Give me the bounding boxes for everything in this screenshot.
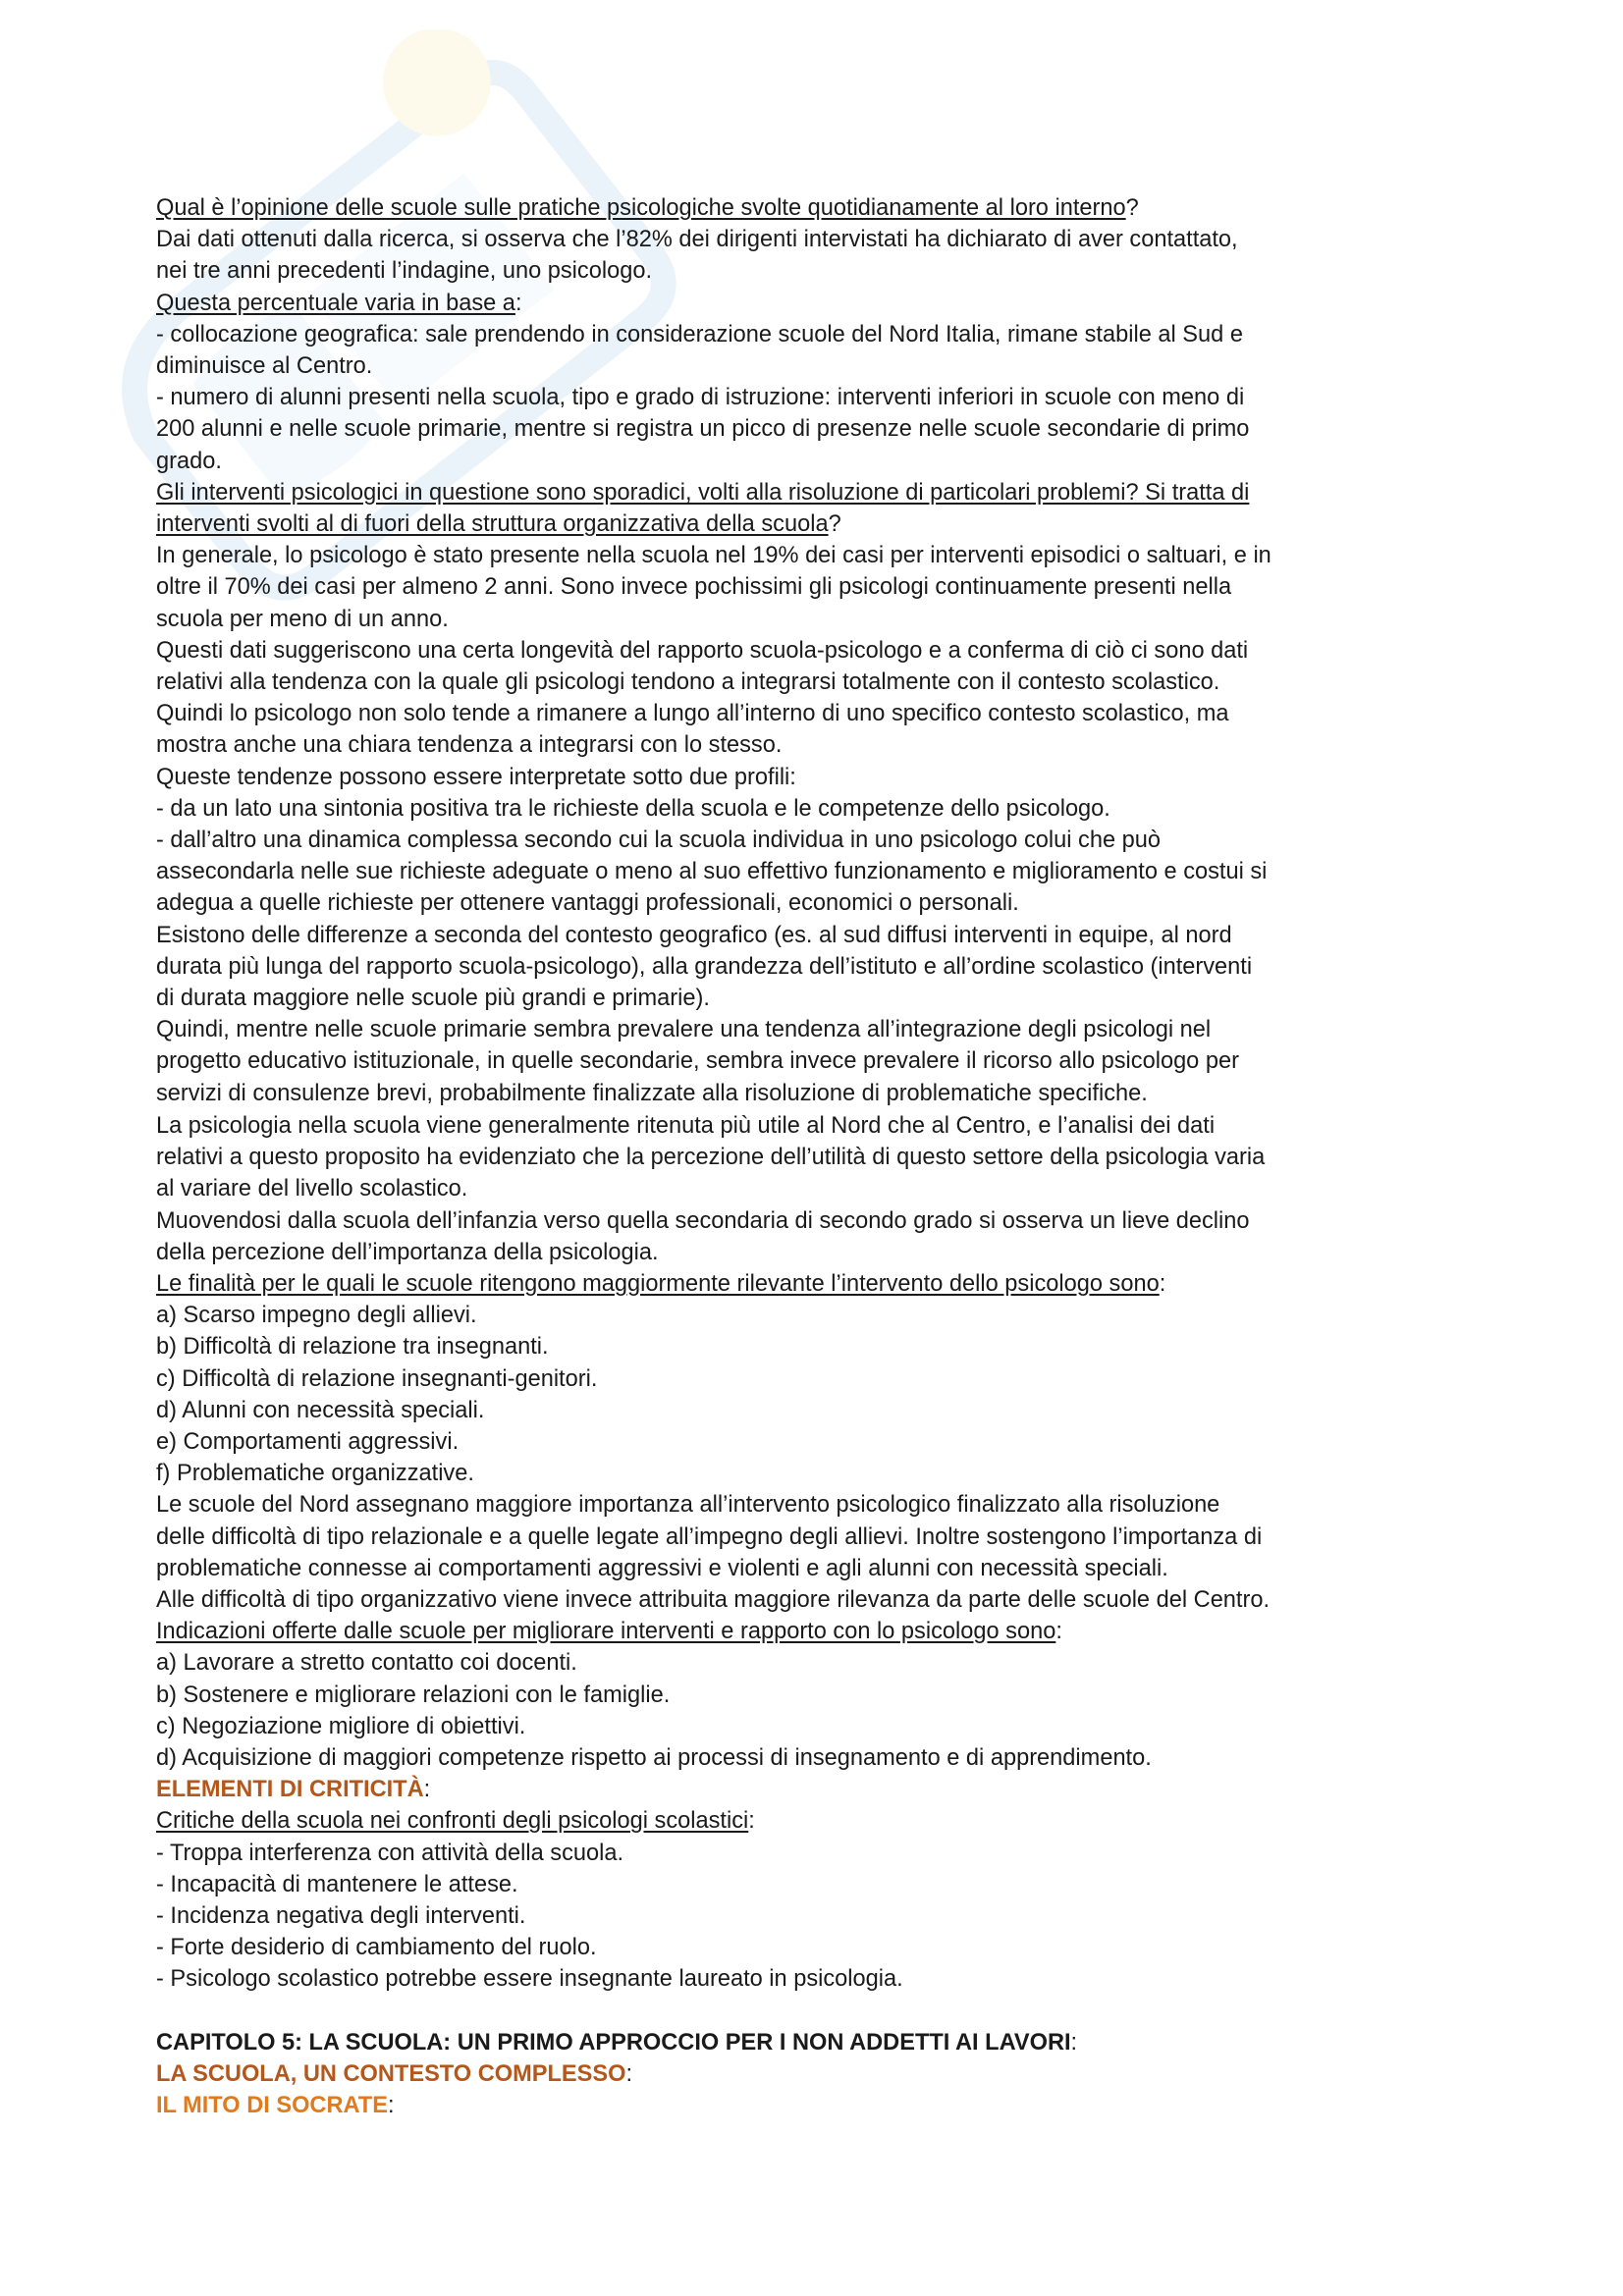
list-item: assecondarla nelle sue richieste adeguate o meno al suo effettivo funzionamento e miglioramento e costui si: [156, 859, 1268, 885]
list-item: 200 alunni e nelle scuole primarie, mentre si registra un picco di presenze nelle scuole secondarie di primo: [156, 416, 1250, 443]
paragraph-line: di durata maggiore nelle scuole più grandi e primarie).: [156, 986, 710, 1012]
question-heading: Gli interventi psicologici in questione sono sporadici, volti alla risoluzione di particolari problemi? Si tratta di: [156, 479, 1250, 506]
paragraph-line: Esistono delle differenze a seconda del contesto geografico (es. al sud diffusi interventi in equipe, al nord: [156, 922, 1232, 948]
paragraph-line: La psicologia nella scuola viene generalmente ritenuta più utile al Nord che al Centro, e l’analisi dei dati: [156, 1112, 1216, 1139]
paragraph-line: delle difficoltà di tipo relazionale e a quelle legate all’impegno degli allievi. Inoltre sostengono l’importanza di: [156, 1523, 1263, 1550]
paragraph-line: problematiche connesse ai comportamenti aggressivi e violenti e agli alunni con necessità speciali.: [156, 1555, 1168, 1581]
paragraph-line: Dai dati ottenuti dalla ricerca, si osserva che l’82% dei dirigenti intervistati ha dichiarato di aver contattato,: [156, 227, 1238, 253]
paragraph-line: della percezione dell’importanza della psicologia.: [156, 1239, 659, 1265]
list-item: b) Difficoltà di relazione tra insegnanti.: [156, 1334, 549, 1361]
list-item: c) Negoziazione migliore di obiettivi.: [156, 1713, 526, 1739]
list-item: - Forte desiderio di cambiamento del ruolo.: [156, 1935, 597, 1961]
list-item: - numero di alunni presenti nella scuola, tipo e grado di istruzione: interventi inferiori in scuole con meno di: [156, 385, 1245, 411]
question-heading: interventi svolti al di fuori della struttura organizzativa della scuola?: [156, 511, 841, 538]
list-item: adegua a quelle richieste per ottenere vantaggi professionali, economici o personali.: [156, 890, 1019, 917]
list-item: - Troppa interferenza con attività della scuola.: [156, 1840, 624, 1866]
list-item: d) Alunni con necessità speciali.: [156, 1397, 485, 1423]
paragraph-line: Quindi, mentre nelle scuole primarie sembra prevalere una tendenza all’integrazione degli psicologi nel: [156, 1017, 1212, 1043]
section-heading-mito: IL MITO DI SOCRATE:: [156, 2092, 395, 2118]
paragraph-line: In generale, lo psicologo è stato presente nella scuola nel 19% dei casi per interventi episodici o saltuari, e in: [156, 543, 1271, 569]
list-item: diminuisce al Centro.: [156, 353, 373, 380]
paragraph-line: Alle difficoltà di tipo organizzativo viene invece attribuita maggiore rilevanza da parte delle scuole del Centro.: [156, 1586, 1271, 1613]
list-item: - Incidenza negativa degli interventi.: [156, 1902, 526, 1929]
paragraph-line: relativi alla tendenza con la quale gli psicologi tendono a integrarsi totalmente con il contesto scolastico.: [156, 669, 1220, 696]
list-item: a) Lavorare a stretto contatto coi docenti.: [156, 1650, 577, 1677]
section-heading-variation: Questa percentuale varia in base a:: [156, 290, 522, 316]
spacer: [156, 1996, 1482, 2027]
paragraph-line: Queste tendenze possono essere interpretate sotto due profili:: [156, 764, 796, 790]
paragraph-line: Muovendosi dalla scuola dell’infanzia verso quella secondaria di secondo grado si osserva un lieve declino: [156, 1207, 1250, 1234]
paragraph-line: oltre il 70% dei casi per almeno 2 anni. Sono invece pochissimi gli psicologi continuamente presenti nella: [156, 574, 1232, 601]
document-page: [156, 192, 1482, 2121]
paragraph-line: Quindi lo psicologo non solo tende a rimanere a lungo all’interno di uno specifico contesto scolastico, ma: [156, 701, 1229, 727]
paragraph-line: mostra anche una chiara tendenza a integrarsi con lo stesso.: [156, 732, 783, 759]
section-heading-elementi-criticita: ELEMENTI DI CRITICITÀ:: [156, 1777, 431, 1803]
list-item: b) Sostenere e migliorare relazioni con le famiglie.: [156, 1682, 671, 1708]
section-heading-contesto: LA SCUOLA, UN CONTESTO COMPLESSO:: [156, 2060, 633, 2087]
list-item: e) Comportamenti aggressivi.: [156, 1428, 460, 1455]
paragraph-line: relativi a questo proposito ha evidenziato che la percezione dell’utilità di questo settore della psicologia varia: [156, 1145, 1266, 1171]
paragraph-line: durata più lunga del rapporto scuola-psicologo), alla grandezza dell’istituto e all’ordine scolastico (interventi: [156, 953, 1253, 980]
paragraph-line: scuola per meno di un anno.: [156, 606, 449, 632]
section-heading-indicazioni: Indicazioni offerte dalle scuole per migliorare interventi e rapporto con lo psicologo sono:: [156, 1619, 1062, 1645]
list-item: c) Difficoltà di relazione insegnanti-genitori.: [156, 1365, 598, 1392]
paragraph-line: al variare del livello scolastico.: [156, 1176, 468, 1202]
list-item: - collocazione geografica: sale prendendo in considerazione scuole del Nord Italia, rimane stabile al Sud e: [156, 321, 1243, 347]
list-item: - da un lato una sintonia positiva tra le richieste della scuola e le competenze dello psicologo.: [156, 795, 1110, 822]
section-heading-critiche: Critiche della scuola nei confronti degli psicologi scolastici:: [156, 1808, 755, 1835]
chapter-heading: CAPITOLO 5: LA SCUOLA: UN PRIMO APPROCCIO PER I NON ADDETTI AI LAVORI:: [156, 2029, 1078, 2056]
section-heading-finalita: Le finalità per le quali le scuole ritengono maggiormente rilevante l’intervento dello psicologo sono:: [156, 1270, 1166, 1297]
list-item: - Psicologo scolastico potrebbe essere insegnante laureato in psicologia.: [156, 1966, 903, 1993]
list-item: grado.: [156, 448, 222, 474]
list-item: d) Acquisizione di maggiori competenze rispetto ai processi di insegnamento e di apprendimento.: [156, 1744, 1152, 1771]
intro-question: Qual è l’opinione delle scuole sulle pratiche psicologiche svolte quotidianamente al loro interno?: [156, 195, 1139, 221]
paragraph-line: progetto educativo istituzionale, in quelle secondarie, sembra invece prevalere il ricorso allo psicologo per: [156, 1048, 1239, 1075]
paragraph-line: Questi dati suggeriscono una certa longevità del rapporto scuola-psicologo e a conferma di ciò ci sono dati: [156, 637, 1249, 664]
list-item: - dall’altro una dinamica complessa secondo cui la scuola individua in uno psicologo colui che può: [156, 828, 1162, 854]
list-item: a) Scarso impegno degli allievi.: [156, 1303, 477, 1329]
paragraph-line: nei tre anni precedenti l’indagine, uno psicologo.: [156, 258, 652, 285]
list-item: - Incapacità di mantenere le attese.: [156, 1871, 518, 1897]
paragraph-line: servizi di consulenze brevi, probabilmente finalizzate alla risoluzione di problematiche specifiche.: [156, 1080, 1148, 1106]
list-item: f) Problematiche organizzative.: [156, 1461, 474, 1487]
paragraph-line: Le scuole del Nord assegnano maggiore importanza all’intervento psicologico finalizzato alla risoluzione: [156, 1492, 1220, 1519]
